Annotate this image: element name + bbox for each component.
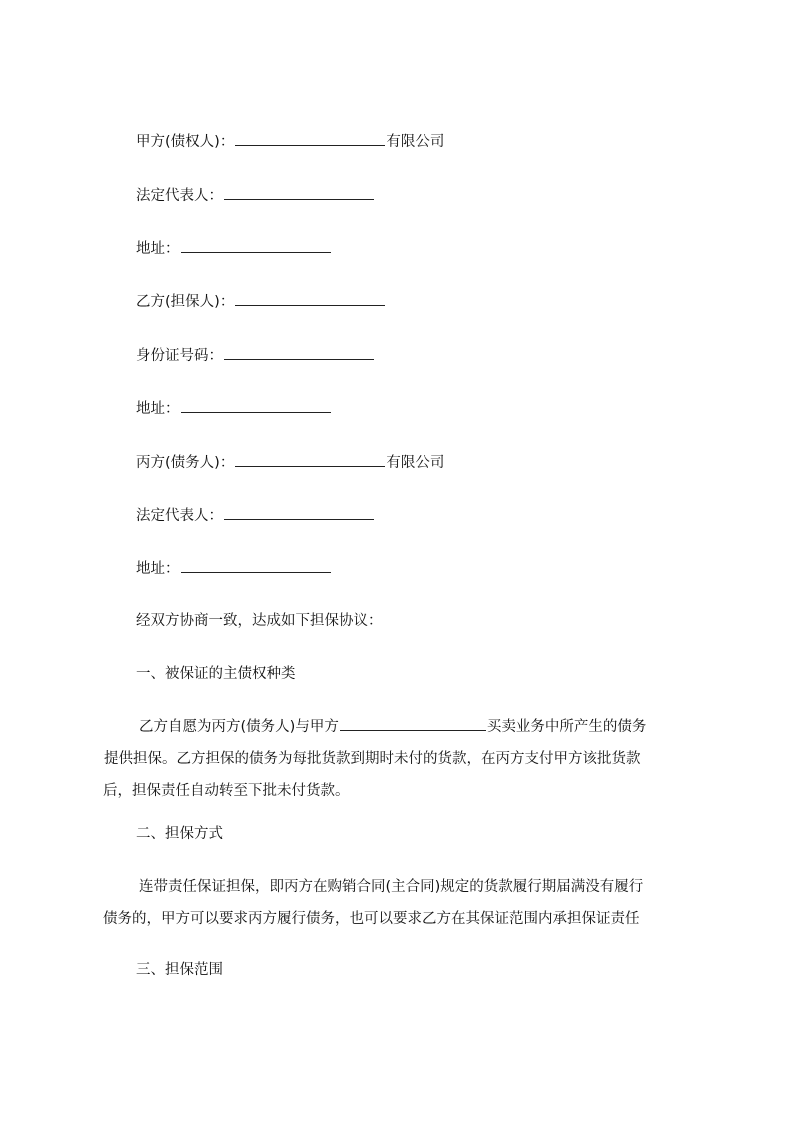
party-a-address-blank[interactable] bbox=[181, 237, 331, 253]
section1-line2: 提供担保。乙方担保的债务为每批货款到期时未付的货款，在丙方支付甲方该批货款 bbox=[104, 751, 641, 767]
party-b-label: 乙方(担保人)： bbox=[136, 294, 235, 310]
party-c-rep-line bbox=[136, 504, 375, 526]
party-b-id-label: 身份证号码： bbox=[136, 348, 223, 364]
intro-text: 经双方协商一致，达成如下担保协议： bbox=[136, 613, 383, 629]
party-a-rep-label: 法定代表人： bbox=[136, 188, 223, 204]
section2-line1: 连带责任保证担保，即丙方在购销合同(主合同)规定的货款履行期届满没有履行 bbox=[139, 879, 644, 895]
party-c-rep-label: 法定代表人： bbox=[136, 508, 223, 524]
party-a-rep-line bbox=[136, 184, 375, 206]
party-a-address-label: 地址： bbox=[136, 241, 180, 257]
party-c-suffix: 有限公司 bbox=[386, 455, 445, 471]
section1-line1-post: 买卖业务中所产生的债务 bbox=[486, 719, 647, 735]
party-c-rep-blank[interactable] bbox=[224, 504, 374, 520]
party-a-line bbox=[136, 130, 444, 152]
section1-line1-pre: 乙方自愿为丙方(债务人)与甲方 bbox=[139, 719, 339, 735]
seller-blank[interactable] bbox=[340, 715, 486, 731]
section1-line3: 后，担保责任自动转至下批未付货款。 bbox=[103, 783, 350, 799]
section3-heading: 三、担保范围 bbox=[136, 962, 223, 978]
section2-heading: 二、担保方式 bbox=[136, 826, 223, 842]
party-a-address-line bbox=[136, 237, 332, 259]
party-c-address-label: 地址： bbox=[136, 561, 180, 577]
section1-body bbox=[103, 711, 703, 807]
party-a-rep-blank[interactable] bbox=[224, 184, 374, 200]
party-b-address-label: 地址： bbox=[136, 401, 180, 417]
party-b-line bbox=[136, 290, 386, 312]
party-a-label: 甲方(债权人)： bbox=[136, 134, 235, 150]
section1-heading: 一、被保证的主债权种类 bbox=[136, 666, 296, 682]
party-c-name-blank[interactable] bbox=[235, 451, 385, 467]
section2-line2: 债务的，甲方可以要求丙方履行债务，也可以要求乙方在其保证范围内承担保证责任 bbox=[103, 911, 640, 927]
party-b-id-line bbox=[136, 344, 375, 366]
section2-body bbox=[103, 871, 703, 935]
section1-line1 bbox=[103, 711, 703, 743]
party-b-id-blank[interactable] bbox=[224, 344, 374, 360]
party-a-name-blank[interactable] bbox=[235, 130, 385, 146]
party-b-address-line bbox=[136, 397, 332, 419]
party-a-suffix: 有限公司 bbox=[386, 134, 445, 150]
party-c-label: 丙方(债务人)： bbox=[136, 455, 235, 471]
party-b-address-blank[interactable] bbox=[181, 397, 331, 413]
party-b-name-blank[interactable] bbox=[235, 290, 385, 306]
party-c-address-line bbox=[136, 557, 332, 579]
party-c-address-blank[interactable] bbox=[181, 557, 331, 573]
party-c-line bbox=[136, 451, 444, 473]
